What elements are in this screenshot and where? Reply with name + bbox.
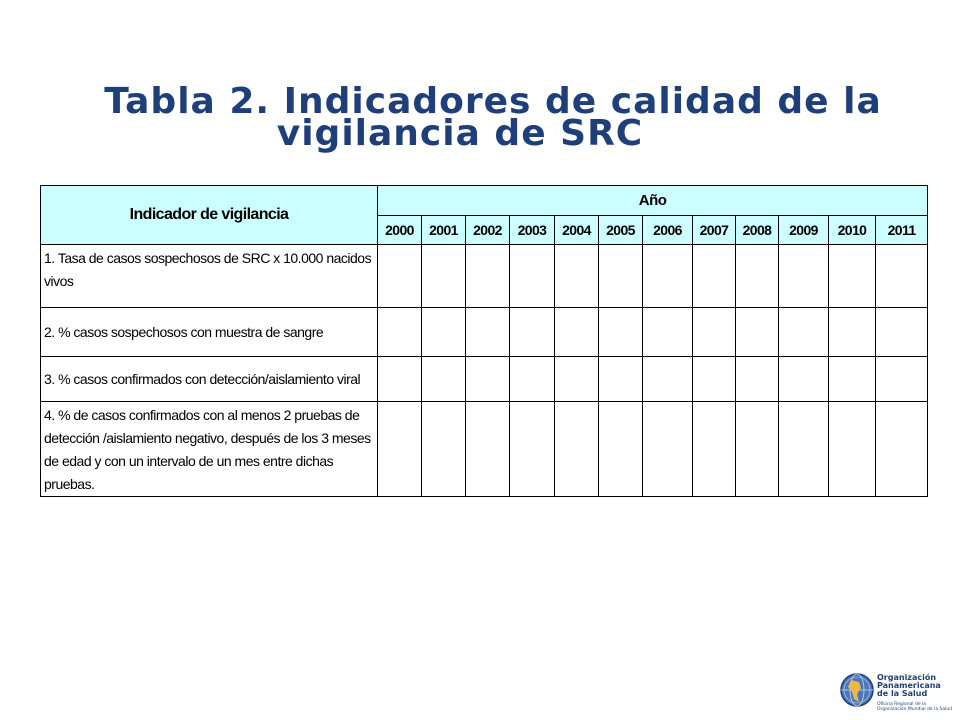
value-cell[interactable] bbox=[599, 245, 643, 308]
value-cell[interactable] bbox=[829, 308, 876, 357]
value-cell[interactable] bbox=[422, 402, 466, 497]
value-cell[interactable] bbox=[510, 308, 555, 357]
logo-name-line-1: Organización bbox=[877, 673, 937, 682]
header-row-1 bbox=[41, 186, 928, 216]
value-cell[interactable] bbox=[422, 245, 466, 308]
value-cell[interactable] bbox=[876, 357, 928, 402]
value-cell[interactable] bbox=[829, 245, 876, 308]
year-2004: 2004 bbox=[555, 216, 599, 245]
value-cell[interactable] bbox=[779, 308, 829, 357]
indicators-table bbox=[40, 185, 928, 497]
year-header: Año bbox=[378, 186, 928, 216]
value-cell[interactable] bbox=[466, 402, 510, 497]
table-row bbox=[41, 245, 928, 308]
year-2000: 2000 bbox=[378, 216, 422, 245]
logo-name bbox=[877, 674, 941, 698]
value-cell[interactable] bbox=[643, 245, 693, 308]
value-cell[interactable] bbox=[378, 357, 422, 402]
year-2005: 2005 bbox=[599, 216, 643, 245]
logo-sub-line-1: Oficina Regional de la bbox=[877, 702, 927, 707]
value-cell[interactable] bbox=[510, 402, 555, 497]
year-2003: 2003 bbox=[510, 216, 555, 245]
logo-sub-line-2: Organización Mundial de la Salud bbox=[877, 707, 953, 712]
value-cell[interactable] bbox=[829, 357, 876, 402]
value-cell[interactable] bbox=[779, 357, 829, 402]
slide-title bbox=[0, 81, 960, 154]
value-cell[interactable] bbox=[555, 357, 599, 402]
value-cell[interactable] bbox=[466, 357, 510, 402]
value-cell[interactable] bbox=[422, 357, 466, 402]
year-2001: 2001 bbox=[422, 216, 466, 245]
value-cell[interactable] bbox=[555, 245, 599, 308]
year-2010: 2010 bbox=[829, 216, 876, 245]
logo-name-line-3: de la Salud bbox=[877, 689, 928, 698]
year-2009: 2009 bbox=[779, 216, 829, 245]
value-cell[interactable] bbox=[555, 402, 599, 497]
globe-icon bbox=[839, 672, 875, 708]
value-cell[interactable] bbox=[693, 357, 736, 402]
title-line-1: Tabla 2. Indicadores de calidad de la bbox=[104, 81, 882, 122]
value-cell[interactable] bbox=[829, 402, 876, 497]
value-cell[interactable] bbox=[422, 308, 466, 357]
indicator-4: 4. % de casos confirmados con al menos 2 pruebas de detección /aislamiento negativo, después de los 3 meses de edad y con un intervalo de un mes entre dichas pruebas. bbox=[41, 402, 378, 497]
title-line-2: vigilancia de SRC bbox=[276, 113, 644, 154]
table-row bbox=[41, 357, 928, 402]
value-cell[interactable] bbox=[736, 308, 779, 357]
value-cell[interactable] bbox=[736, 357, 779, 402]
year-2008: 2008 bbox=[736, 216, 779, 245]
value-cell[interactable] bbox=[555, 308, 599, 357]
value-cell[interactable] bbox=[779, 245, 829, 308]
year-2006: 2006 bbox=[643, 216, 693, 245]
value-cell[interactable] bbox=[736, 245, 779, 308]
value-cell[interactable] bbox=[378, 402, 422, 497]
value-cell[interactable] bbox=[643, 402, 693, 497]
value-cell[interactable] bbox=[378, 308, 422, 357]
value-cell[interactable] bbox=[779, 402, 829, 497]
paho-logo bbox=[837, 668, 957, 720]
value-cell[interactable] bbox=[876, 308, 928, 357]
value-cell[interactable] bbox=[693, 402, 736, 497]
value-cell[interactable] bbox=[599, 357, 643, 402]
value-cell[interactable] bbox=[643, 357, 693, 402]
indicator-2: 2. % casos sospechosos con muestra de sangre bbox=[41, 308, 378, 357]
value-cell[interactable] bbox=[466, 245, 510, 308]
year-2011: 2011 bbox=[876, 216, 928, 245]
value-cell[interactable] bbox=[876, 402, 928, 497]
indicator-3: 3. % casos confirmados con detección/aislamiento viral bbox=[41, 357, 378, 402]
indicator-header: Indicador de vigilancia bbox=[41, 186, 378, 245]
table-row bbox=[41, 402, 928, 497]
value-cell[interactable] bbox=[693, 308, 736, 357]
value-cell[interactable] bbox=[693, 245, 736, 308]
value-cell[interactable] bbox=[643, 308, 693, 357]
value-cell[interactable] bbox=[378, 245, 422, 308]
year-2007: 2007 bbox=[693, 216, 736, 245]
value-cell[interactable] bbox=[599, 402, 643, 497]
value-cell[interactable] bbox=[466, 308, 510, 357]
table-row bbox=[41, 308, 928, 357]
indicator-1: 1. Tasa de casos sospechosos de SRC x 10.000 nacidos vivos bbox=[41, 245, 378, 308]
value-cell[interactable] bbox=[876, 245, 928, 308]
value-cell[interactable] bbox=[736, 402, 779, 497]
value-cell[interactable] bbox=[510, 245, 555, 308]
value-cell[interactable] bbox=[599, 308, 643, 357]
year-2002: 2002 bbox=[466, 216, 510, 245]
logo-subtitle bbox=[877, 702, 957, 712]
logo-name-line-2: Panamericana bbox=[877, 681, 941, 690]
value-cell[interactable] bbox=[510, 357, 555, 402]
